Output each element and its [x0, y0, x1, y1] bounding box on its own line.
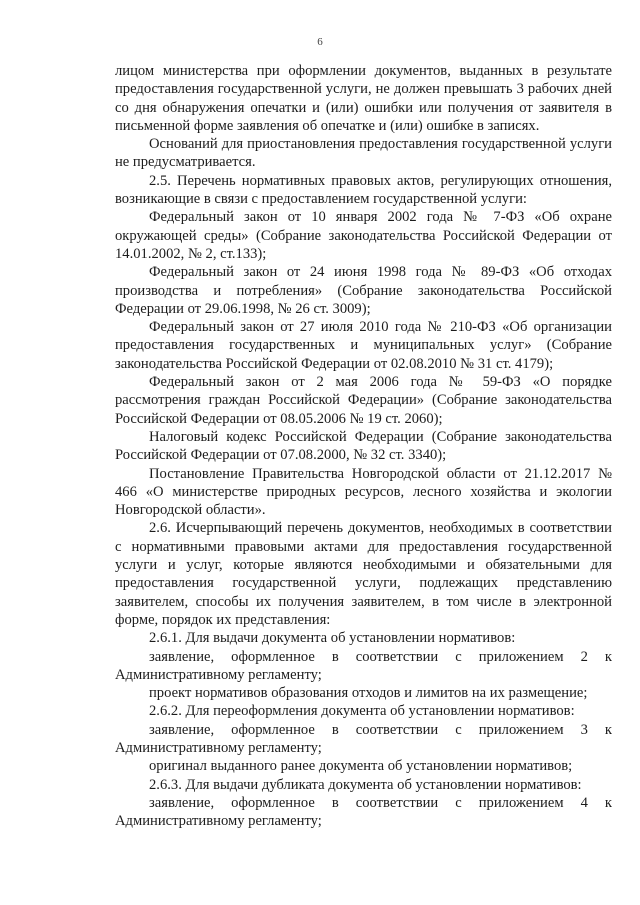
- document-body: [115, 62, 612, 830]
- list-item-application-2: заявление, оформленное в соответствии с приложением 2 к Административному регламенту;: [115, 648, 612, 683]
- subsection-2-6-3: 2.6.3. Для выдачи дубликата документа об установлении нормативов:: [149, 776, 582, 793]
- law-item-7-fz: Федеральный закон от 10 января 2002 года № 7-ФЗ «Об охране окружающей среды» (Собрание законодательства Российской Федерации от 14.01.2002, № 2, ст.133);: [115, 209, 612, 262]
- law-item-regional-resolution: Постановление Правительства Новгородской области от 21.12.2017 № 466 «О министерстве природных ресурсов, лесного хозяйства и экологии Новгородской области».: [115, 465, 612, 519]
- law-item-tax-code: Налоговый кодекс Российской Федерации (Собрание законодательства Российской Федерации от 07.08.2000, № 32 ст. 3340);: [115, 428, 612, 464]
- list-item-application-4: заявление, оформленное в соответствии с приложением 4 к Административному регламенту;: [115, 794, 612, 830]
- paragraph-no-suspension: Оснований для приостановления предоставления государственной услуги не предусматривается.: [115, 136, 612, 171]
- paragraph-2-5-legal-acts: 2.5. Перечень нормативных правовых актов, регулирующих отношения, возникающие в связи с предоставлением государственной услуги:: [115, 172, 612, 208]
- law-item-210-fz: Федеральный закон от 27 июля 2010 года № 210-ФЗ «Об организации предоставления государственных и муниципальных услуг» (Собрание законодательства Российской Федерации от 02.08.2010 № 31 ст. 4179);: [115, 319, 612, 372]
- list-item-original-document: оригинал выданного ранее документа об установлении нормативов;: [149, 758, 573, 775]
- subsection-2-6-1: 2.6.1. Для выдачи документа об установлении нормативов:: [149, 630, 516, 647]
- law-item-59-fz: Федеральный закон от 2 мая 2006 года № 59-ФЗ «О порядке рассмотрения граждан Российской Федерации» (Собрание законодательства Российской Федерации от 08.05.2006 № 19 ст. 2060);: [115, 374, 612, 427]
- paragraph-correction-term: лицом министерства при оформлении документов, выданных в результате предоставления государственной услуги, не должен превышать 3 рабочих дней со дня обнаружения опечатки и (или) ошибки или получения от заявителя в письменной форме заявления об опечатке и (или) ошибке в записях.: [115, 63, 612, 134]
- list-item-application-3: заявление, оформленное в соответствии с приложением 3 к Административному регламенту;: [115, 721, 612, 756]
- paragraph-2-6-documents: 2.6. Исчерпывающий перечень документов, необходимых в соответствии с нормативными правовыми актами для предоставления государственной услуги и услуг, которые являются необходимыми и обязательными для предоставления государственной услуги, подлежащих представлению заявителем, способы их получения заявителем, в том числе в электронной форме, порядок их представления:: [115, 520, 612, 628]
- subsection-2-6-2: 2.6.2. Для переоформления документа об установлении нормативов:: [149, 703, 575, 720]
- page-number: 6: [317, 36, 323, 48]
- list-item-draft-norms: проект нормативов образования отходов и лимитов на их размещение;: [149, 685, 588, 702]
- law-item-89-fz: Федеральный закон от 24 июня 1998 года № 89-ФЗ «Об отходах производства и потребления» (Собрание законодательства Российской Федерации от 29.06.1998, № 26 ст. 3009);: [115, 264, 612, 317]
